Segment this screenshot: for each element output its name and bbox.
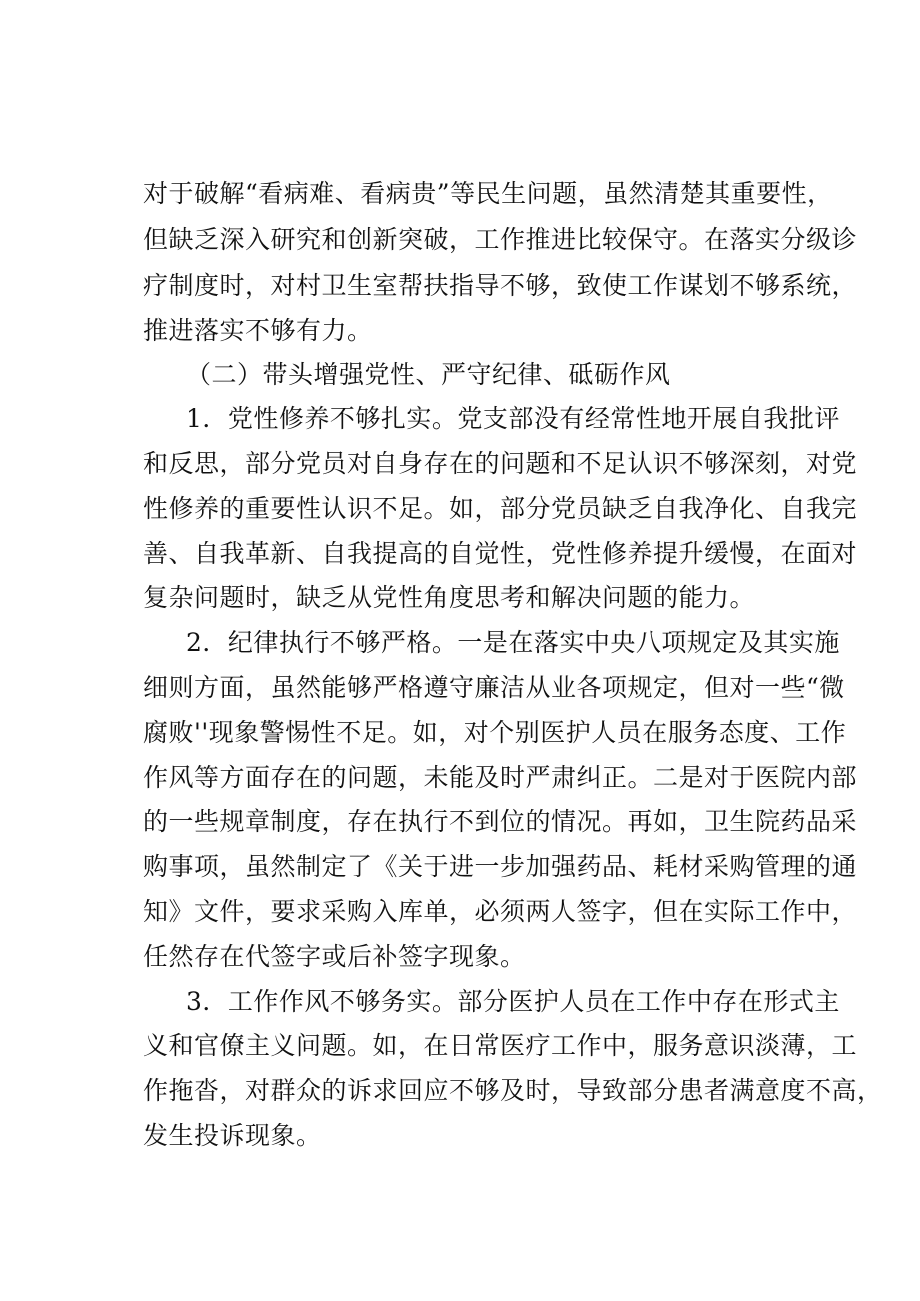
paragraph-line: 疗制度时，对村卫生室帮扶指导不够，致使工作谋划不够系统， — [143, 271, 858, 300]
paragraph-line: 推进落实不够有力。 — [143, 316, 373, 345]
paragraph-line: 的一些规章制度，存在执行不到位的情况。再如，卫生院药品采 — [143, 807, 858, 836]
paragraph-line: 作风等方面存在的问题，未能及时严肃纠正。二是对于医院内部 — [143, 763, 858, 792]
paragraph-line: 但缺乏深入研究和创新突破，工作推进比较保守。在落实分级诊 — [143, 225, 858, 254]
paragraph-line: 性修养的重要性认识不足。如，部分党员缺乏自我净化、自我完 — [143, 494, 858, 523]
paragraph-line: 购事项，虽然制定了《关于进一步加强药品、耗材采购管理的通 — [143, 852, 858, 881]
paragraph-line: 腐败''现象警惕性不足。如，对个别医护人员在服务态度、工作 — [143, 718, 847, 747]
paragraph-line: 2．纪律执行不够严格。一是在落实中央八项规定及其实施 — [186, 628, 840, 657]
paragraph-line: 任然存在代签字或后补签字现象。 — [143, 942, 526, 971]
paragraph-line: 对于破解“看病难、看病贵”等民生问题，虽然清楚其重要性， — [143, 179, 833, 208]
section-heading: （二）带头增强党性、严守纪律、砥砺作风 — [186, 360, 671, 389]
paragraph-line: 细则方面，虽然能够严格遵守廉洁从业各项规定，但对一些“微 — [143, 673, 845, 702]
paragraph-line: 发生投诉现象。 — [143, 1121, 322, 1150]
paragraph-line: 复杂问题时，缺乏从党性角度思考和解决问题的能力。 — [143, 583, 756, 612]
paragraph-line: 作拖沓，对群众的诉求回应不够及时，导致部分患者满意度不高， — [143, 1076, 883, 1105]
paragraph-line: 义和官僚主义问题。如，在日常医疗工作中，服务意识淡薄，工 — [143, 1031, 858, 1060]
paragraph-line: 3．工作作风不够务实。部分医护人员在工作中存在形式主 — [186, 987, 840, 1016]
paragraph-line: 1．党性修养不够扎实。党支部没有经常性地开展自我批评 — [186, 404, 840, 433]
paragraph-line: 善、自我革新、自我提高的自觉性，党性修养提升缓慢，在面对 — [143, 539, 858, 568]
paragraph-line: 知》文件，要求采购入库单，必须两人签字，但在实际工作中， — [143, 897, 858, 926]
paragraph-line: 和反思，部分党员对自身存在的问题和不足认识不够深刻，对党 — [143, 449, 858, 478]
